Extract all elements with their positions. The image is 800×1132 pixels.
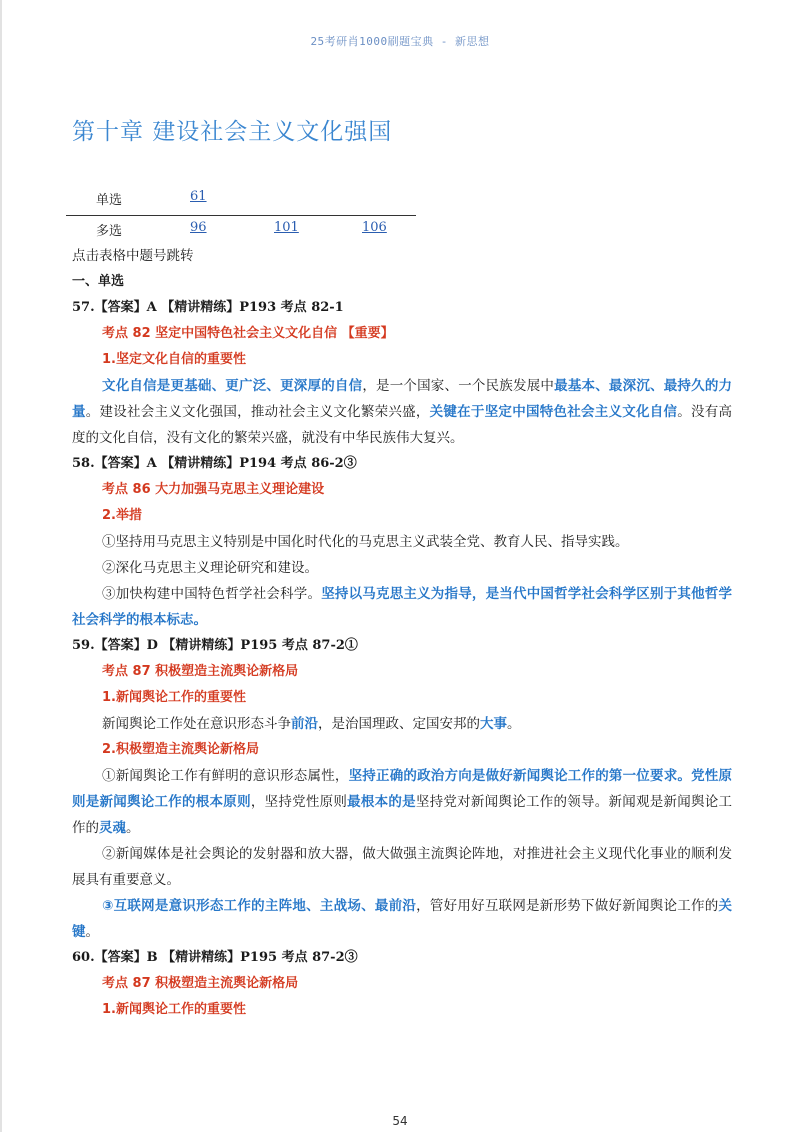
section-title: 一、单选 xyxy=(72,274,125,289)
table-hint: 点击表格中题号跳转 xyxy=(72,248,194,264)
question-index-table xyxy=(66,185,416,246)
paragraph: ②新闻媒体是社会舆论的发射器和放大器，做大做强主流舆论阵地，对推进社会主义现代化事业的顺利发展具有重要意义。 xyxy=(72,846,732,888)
running-header: 25考研肖1000刷题宝典 - 新思想 xyxy=(310,35,490,48)
exam-point-title: 考点 87 积极塑造主流舆论新格局 xyxy=(102,664,299,679)
row-label: 多选 xyxy=(96,224,123,239)
question-link-96[interactable]: 96 xyxy=(190,220,207,235)
subheading: 1.坚定文化自信的重要性 xyxy=(102,352,246,367)
paragraph: ②深化马克思主义理论研究和建设。 xyxy=(102,560,318,576)
question-link-106[interactable]: 106 xyxy=(362,220,387,235)
table-row-single-choice xyxy=(66,185,416,216)
paragraph: ③加快构建中国特色哲学社会科学。坚持以马克思主义为指导，是当代中国哲学社会科学区别于其他哲学社会科学的根本标志。 xyxy=(72,586,733,628)
exam-point-title: 考点 82 坚定中国特色社会主义文化自信 【重要】 xyxy=(102,326,394,341)
subheading: 2.积极塑造主流舆论新格局 xyxy=(102,742,259,757)
subheading: 2.举措 xyxy=(102,508,142,523)
page-number: 54 xyxy=(392,1114,408,1128)
paragraph: ①新闻舆论工作有鲜明的意识形态属性，坚持正确的政治方向是做好新闻舆论工作的第一位要求。党性原则是新闻舆论工作的根本原则，坚持党性原则最根本的是坚持党对新闻舆论工作的领导。新闻观是新闻舆论工作的灵魂。 xyxy=(72,768,733,836)
answer-content xyxy=(72,243,732,1023)
answer-head-57: 57.【答案】A 【精讲精练】P193 考点 82-1 xyxy=(72,300,344,315)
paragraph: ①坚持用马克思主义特别是中国化时代化的马克思主义武装全党、教育人民、指导实践。 xyxy=(102,534,629,550)
chapter-title: 第十章 建设社会主义文化强国 xyxy=(72,119,393,145)
paragraph: 新闻舆论工作处在意识形态斗争前沿，是治国理政、定国安邦的大事。 xyxy=(102,716,521,732)
paragraph: ③互联网是意识形态工作的主阵地、主战场、最前沿，管好用好互联网是新形势下做好新闻舆论工作的关键。 xyxy=(72,898,733,940)
paragraph: 文化自信是更基础、更广泛、更深厚的自信，是一个国家、一个民族发展中最基本、最深沉、最持久的力量。建设社会主义文化强国，推动社会主义文化繁荣兴盛，关键在于坚定中国特色社会主义文化自信。没有高度的文化自信，没有文化的繁荣兴盛，就没有中华民族伟大复兴。 xyxy=(72,378,733,446)
subheading: 1.新闻舆论工作的重要性 xyxy=(102,1002,246,1017)
subheading: 1.新闻舆论工作的重要性 xyxy=(102,690,246,705)
table-row-multi-choice xyxy=(66,216,416,246)
question-link-101[interactable]: 101 xyxy=(274,220,299,235)
answer-head-58: 58.【答案】A 【精讲精练】P194 考点 86-2③ xyxy=(72,456,357,471)
answer-head-60: 60.【答案】B 【精讲精练】P195 考点 87-2③ xyxy=(72,950,358,965)
question-link-61[interactable]: 61 xyxy=(190,189,207,204)
row-label: 单选 xyxy=(96,193,123,208)
exam-point-title: 考点 87 积极塑造主流舆论新格局 xyxy=(102,976,299,991)
exam-point-title: 考点 86 大力加强马克思主义理论建设 xyxy=(102,482,325,497)
answer-head-59: 59.【答案】D 【精讲精练】P195 考点 87-2① xyxy=(72,638,358,653)
